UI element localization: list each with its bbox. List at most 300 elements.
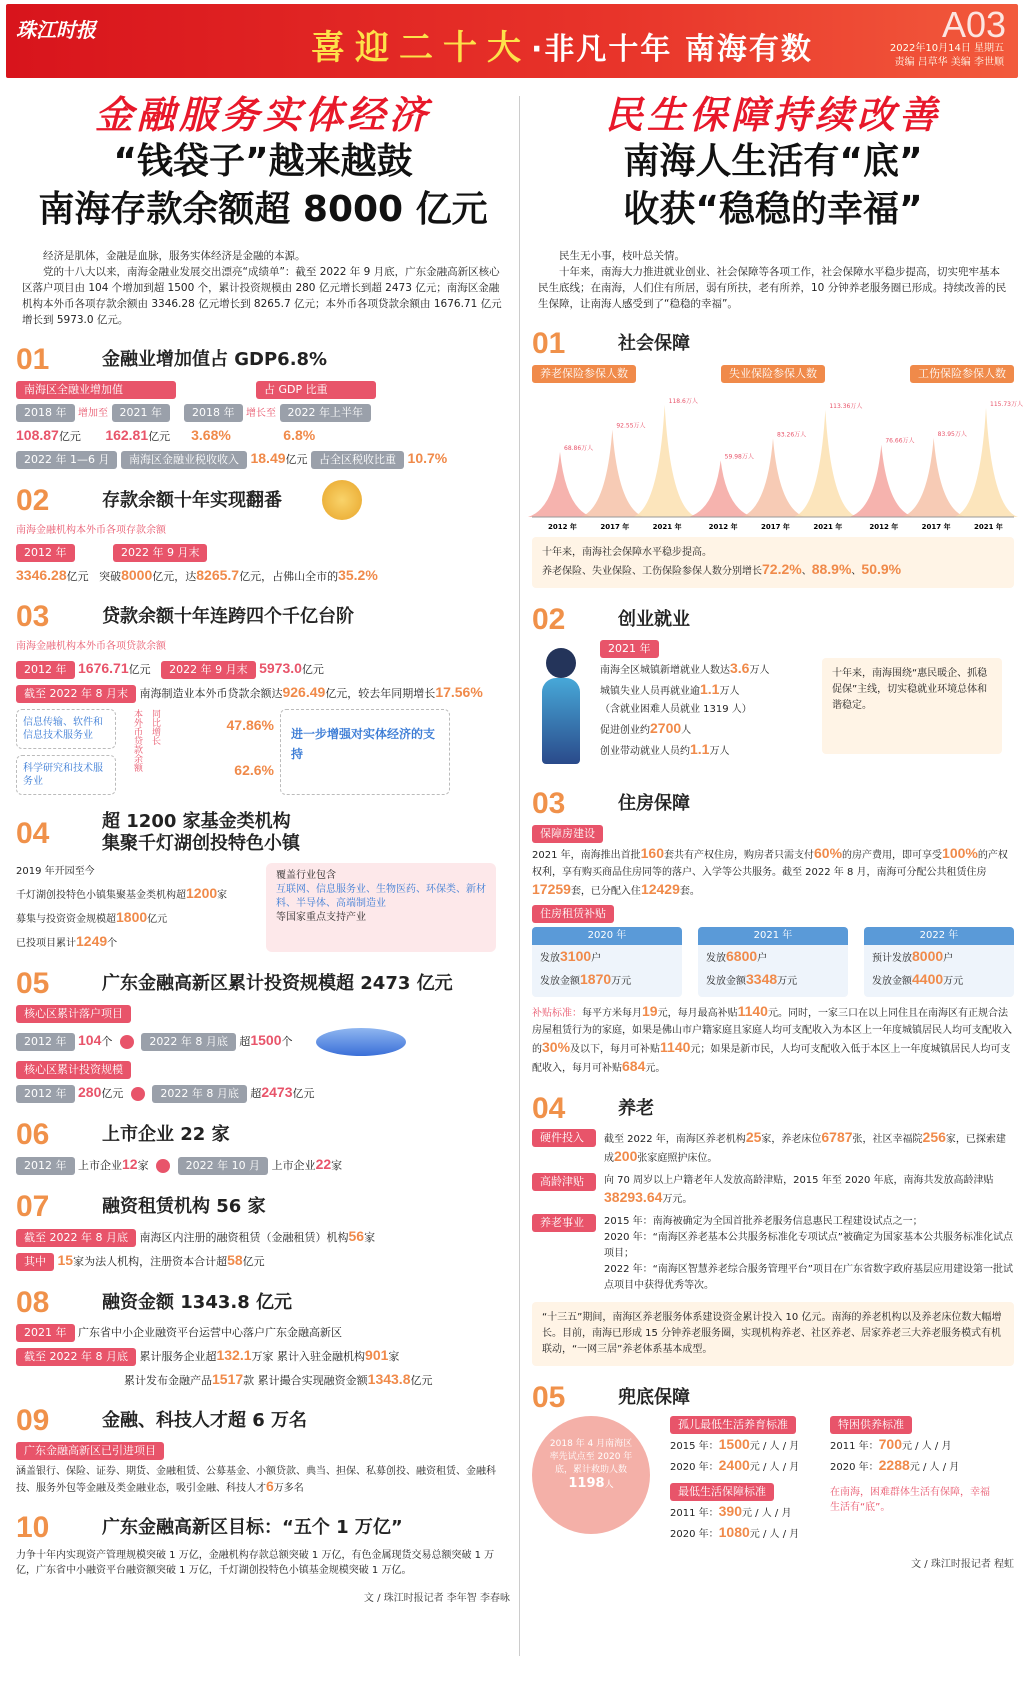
stat-text: 累计发布金融产品 xyxy=(124,1374,212,1387)
stat-text: 上市企业 xyxy=(271,1159,316,1172)
stat-value: 1870 xyxy=(580,971,612,987)
t: 元，每月最高补贴 xyxy=(657,1008,738,1019)
stat-text: 亿元，达 xyxy=(152,570,197,583)
year-tag: 2012 年 xyxy=(16,1085,75,1103)
stat-value: 22 xyxy=(315,1156,332,1172)
year-tag: 2012 年 xyxy=(16,544,75,562)
chart-x-label: 2012 年 xyxy=(548,523,577,531)
card-year: 2021 年 xyxy=(698,927,848,945)
stat-value: 2400 xyxy=(718,1457,750,1473)
stat-unit: 个 xyxy=(101,1035,113,1048)
section-number: 04 xyxy=(16,816,50,850)
stat-value: 3100 xyxy=(560,948,592,964)
left-headline-2: 南海存款余额超 8000 亿元 xyxy=(38,189,488,230)
t: 万元。 xyxy=(662,1194,693,1205)
chart-data-label: 68.86万人 xyxy=(564,444,594,452)
section-tag: 南海区全融业增加值 xyxy=(16,381,176,399)
stat-value: 684 xyxy=(622,1058,646,1074)
t: 万元 xyxy=(611,976,632,987)
stat-text: 累计撮合实现融资金额 xyxy=(257,1374,368,1387)
section-tag: 保障房建设 xyxy=(532,825,603,843)
section-title: 养老 xyxy=(618,1097,654,1119)
section-tag: 养老事业 xyxy=(532,1214,596,1232)
industry-box xyxy=(266,863,496,952)
stat-unit: 万人 xyxy=(719,686,740,697)
section-title: 住房保障 xyxy=(618,792,690,814)
t: 户 xyxy=(591,953,602,964)
chart-peak xyxy=(689,460,753,517)
stat-value: 30% xyxy=(542,1039,571,1055)
chart-data-label: 83.26万人 xyxy=(777,431,807,439)
left-section-02 xyxy=(16,483,510,517)
byline: 文 / 珠江时报记者 李年智 李春咏 xyxy=(363,1593,510,1604)
stat-value: 200 xyxy=(614,1148,638,1164)
section-number: 09 xyxy=(16,1403,50,1437)
industry-list: 互联网、信息服务业、生物医药、环保类、新材料、半导体、高端制造业 xyxy=(276,884,486,909)
stat-value: 2473 xyxy=(261,1084,293,1100)
t: 截至 2022 年，南海区养老机构 xyxy=(604,1134,746,1145)
category-box: 信息传输、软件和信息技术服务业 xyxy=(16,709,116,749)
stat-value: 926.49 xyxy=(282,684,326,700)
elderly-row xyxy=(532,1214,1014,1294)
left-section-03 xyxy=(16,599,510,633)
year-tag: 2022 年 10 月 xyxy=(178,1157,268,1175)
welfare-row xyxy=(532,1416,1014,1544)
t: 元 / 人 / 月 xyxy=(749,1441,800,1452)
year-tag: 2012 年 xyxy=(16,1157,75,1175)
section-title: 存款余额十年实现翻番 xyxy=(102,489,282,511)
date-tag: 截至 2022 年 8 月底 xyxy=(16,1348,136,1366)
t: 2018 年 4 月南海区率先试点至 2020 年底，累计救助人数 xyxy=(549,1439,633,1475)
t: 2020 年：“南海区养老基本公共服务标准化专项试点”被确定为国家基本公共服务标准化试点项目； xyxy=(604,1232,1013,1259)
stat-unit: 亿元 xyxy=(58,430,81,443)
section-tag: 广东金融高新区已引进项目 xyxy=(16,1442,164,1460)
loan-categories xyxy=(16,709,116,795)
t: 元。 xyxy=(767,1008,788,1019)
section-number: 03 xyxy=(532,786,566,820)
chart-data-label: 76.66万人 xyxy=(885,437,915,445)
stat-unit: 亿元 xyxy=(147,914,168,925)
worker-illustration-icon xyxy=(532,640,592,772)
stat-value: 1517 xyxy=(212,1371,244,1387)
stat-value: 58 xyxy=(227,1252,243,1268)
section-tag: 核心区累计落户项目 xyxy=(16,1005,131,1023)
section-tag: 住房租赁补贴 xyxy=(532,905,614,923)
stat-unit: 亿元 xyxy=(410,1374,433,1387)
left-section-04 xyxy=(16,809,510,857)
section-title: 金融业增加值占 GDP6.8% xyxy=(102,348,328,370)
section-number: 08 xyxy=(16,1285,50,1319)
stat-value: 60% xyxy=(814,845,843,861)
t: 及以下，每月可补贴 xyxy=(570,1044,661,1055)
subsidy-text xyxy=(532,1003,1014,1077)
chart-illustration-icon xyxy=(316,1028,406,1056)
stat-unit: 个 xyxy=(107,938,118,949)
chart-peak xyxy=(528,452,592,517)
byline: 文 / 珠江时报记者 程虹 xyxy=(911,1559,1014,1570)
stat-text: 上市企业 xyxy=(78,1159,122,1172)
insurance-chart xyxy=(532,385,1023,535)
t: 元 / 人 / 月 xyxy=(749,1529,800,1540)
note-line: 十年来，南海社会保障水平稳步提高。 xyxy=(542,547,712,558)
stat-text: 创业带动就业人员约 xyxy=(600,746,690,757)
section-number: 02 xyxy=(532,602,566,636)
t: 的产权权利，享有购买商品住房同等的落户、入学等公共服务。 xyxy=(532,850,1008,878)
t: 向 70 周岁以上户籍老年人发放高龄津贴，2015 年至 2020 年底，南海共发放高龄津贴 xyxy=(604,1175,994,1186)
t: 2021 年，南海推出首批 xyxy=(532,850,641,861)
relief-circle xyxy=(532,1416,650,1534)
year-tag: 2021 年 xyxy=(112,404,171,422)
section-title: 上市企业 22 家 xyxy=(102,1123,230,1145)
stat-value: 17259 xyxy=(532,881,571,897)
vertical-label: 本外币贷款余额 xyxy=(132,709,142,772)
stat-value: 1500 xyxy=(250,1032,282,1048)
t: 2020 年： xyxy=(670,1529,719,1540)
section-number: 02 xyxy=(16,483,50,517)
body-text: 涵盖银行、保险、证券、期货、金融租赁、公募基金、小额贷款、典当、担保、私募创投、融资租赁、金融科技、服务外包等金融及类金融业态，吸引金融、科技人才 xyxy=(16,1466,496,1494)
support-box: 进一步增强对实体经济的支持 xyxy=(280,709,450,795)
stat-text: 超 xyxy=(239,1035,251,1048)
stat-unit: 个 xyxy=(281,1035,293,1048)
stat-unit: 款 xyxy=(243,1374,255,1387)
arrow-icon xyxy=(156,1159,170,1173)
t: 张，社区幸福院 xyxy=(852,1134,923,1145)
year-tag: 2021 年 xyxy=(16,1324,75,1342)
t: 家，养老床位 xyxy=(761,1134,822,1145)
stat-text: 亿元，占佛山全市的 xyxy=(239,570,339,583)
stat-unit: 亿元 xyxy=(128,663,151,676)
t: 户 xyxy=(943,953,954,964)
left-intro-2: 党的十八大以来，南海金融业发展交出漂亮“成绩单”：截至 2022 年 9 月底，广东金融高新区核心区落户项目由 104 个增加到超 1500 个，累计投资规模由 280 亿元增长到超 2473 亿元；南海区金融机构本外币各项存款余额由 3346.28 亿元增长到 8265.7 亿元；本外币各项贷款余额由 1676.71 亿元增长到 5973.0 亿元。 xyxy=(22,266,502,326)
stat-text: 南海区内注册的融资租赁（金融租赁）机构 xyxy=(139,1231,349,1244)
stat-value: 8000 xyxy=(912,948,944,964)
stat-value: 19 xyxy=(642,1003,658,1019)
section-number: 07 xyxy=(16,1189,50,1223)
section-tag: 占 GDP 比重 xyxy=(256,381,376,399)
note-line: 养老保险、失业保险、工伤保险参保人数分别增长 xyxy=(542,566,762,577)
stat-value: 1676.71 xyxy=(78,660,129,676)
elderly-panel: “十三五”期间，南海区养老服务体系建设资金累计投入 10 亿元。南海的养老机构以及养老床位数大幅增长。目前，南海已形成 15 分钟养老服务圈，实现机构养老、社区养老、居家养老三大养老服务模式有机联动，“一网三居”养老体系基本成型。 xyxy=(532,1302,1014,1366)
stat-value: 1500 xyxy=(718,1436,750,1452)
stat-value: 6.8% xyxy=(283,427,316,443)
newspaper-logo: 珠江时报 xyxy=(16,18,96,42)
section-number: 06 xyxy=(16,1117,50,1151)
section-number: 03 xyxy=(16,599,50,633)
grow-label: 增长至 xyxy=(246,408,276,419)
coins-illustration-icon xyxy=(322,480,362,520)
banner-headline-a: 喜迎二十大 xyxy=(311,28,531,68)
stat-value: 1.1 xyxy=(700,681,720,697)
stat-unit: 亿元 xyxy=(301,663,324,676)
elderly-row xyxy=(532,1129,1014,1167)
section-title: 兜底保障 xyxy=(618,1386,690,1408)
stat-unit: 家 xyxy=(331,1159,343,1172)
stat-value: 38293.64 xyxy=(604,1189,663,1205)
stat-value: 104 xyxy=(78,1032,102,1048)
section-number: 01 xyxy=(532,326,566,360)
section-number: 05 xyxy=(16,966,50,1000)
card-year: 2020 年 xyxy=(532,927,682,945)
section-number: 10 xyxy=(16,1510,50,1544)
inc-label: 增加至 xyxy=(78,408,108,419)
stat-value: 4400 xyxy=(912,971,944,987)
page-number: A03 xyxy=(941,4,1006,45)
stat-value: 3.68% xyxy=(191,427,231,443)
section-tag: 高龄津贴 xyxy=(532,1173,596,1191)
stat-value: 56 xyxy=(348,1228,365,1244)
t: 2015 年：南海被确定为全国首批养老服务信息惠民工程建设试点之一； xyxy=(604,1216,923,1227)
left-section-10 xyxy=(16,1510,510,1544)
year-tag: 2012 年 xyxy=(16,1033,75,1051)
growth-value: 47.86% xyxy=(226,717,274,733)
chart-x-label: 2012 年 xyxy=(708,523,738,531)
section-title-line: 超 1200 家基金类机构 xyxy=(102,811,291,832)
right-calligraphy-title: 民生保障持续改善 xyxy=(604,92,941,137)
chart-data-label: 115.73万人 xyxy=(990,400,1023,408)
chart-x-label: 2021 年 xyxy=(974,523,1003,531)
t: 的房产费用，即可享受 xyxy=(842,850,943,861)
growth-value: 62.6% xyxy=(234,762,274,778)
stat-value: 35.2% xyxy=(338,567,378,583)
stat-value: 390 xyxy=(718,1503,742,1519)
stat-value: 700 xyxy=(878,1436,902,1452)
page-banner xyxy=(6,4,1018,78)
year-tag: 2022 年 8 月底 xyxy=(141,1033,235,1051)
date-tag: 截至 2022 年 8 月末 xyxy=(16,685,136,703)
stat-value: 17.56% xyxy=(435,684,483,700)
left-section-01 xyxy=(16,342,510,376)
insurance-note: 十年来，南海社会保障水平稳步提高。 养老保险、失业保险、工伤保险参保人数分别增长72.2%、88.9%、50.9% xyxy=(532,537,1014,588)
left-section-08 xyxy=(16,1285,510,1319)
section-tag: 特困供养标准 xyxy=(830,1416,912,1434)
chart-tab: 工伤保险参保人数 xyxy=(910,365,1014,383)
stat-text: 家为法人机构，注册资本合计超 xyxy=(73,1255,228,1268)
stat-text: 广东省中小企业融资平台运营中心落户广东金融高新区 xyxy=(78,1326,342,1339)
stat-value: 1140 xyxy=(737,1003,768,1019)
t: 2020 年： xyxy=(670,1462,719,1473)
subsection-label: 南海金融机构本外币各项贷款余额 xyxy=(16,641,166,652)
stat-value: 108.87 xyxy=(16,427,59,443)
t: 2022 年：“南海区智慧养老综合服务管理平台”项目在广东省数字政府基层应用建设第一批试点项目中获得优秀等次。 xyxy=(604,1264,1013,1291)
chart-x-label: 2012 年 xyxy=(869,523,899,531)
t: 截至 2022 年 8 月，南海可分配公共租赁住房 xyxy=(782,867,987,878)
card-year: 2022 年 xyxy=(864,927,1014,945)
growth-value: 72.2% xyxy=(762,561,802,577)
t: 元 / 人 / 月 xyxy=(902,1441,952,1452)
stat-text: 累计入驻金融机构 xyxy=(277,1350,366,1363)
stat-text: 亿元，较去年同期增长 xyxy=(325,687,436,700)
t: 万元 xyxy=(943,976,964,987)
chart-tab: 养老保险参保人数 xyxy=(532,365,636,383)
section-number: 04 xyxy=(532,1091,566,1125)
info-tag: 其中 xyxy=(16,1253,54,1271)
elderly-row xyxy=(532,1173,1014,1208)
t: 发放金额 xyxy=(706,976,746,987)
growth-value: 88.9% xyxy=(811,561,852,577)
t: 每平方米每月 xyxy=(582,1008,642,1019)
stat-unit: 亿元 xyxy=(292,1087,315,1100)
stat-text: 已投项目累计 xyxy=(16,938,76,949)
industry-box-foot: 等国家重点支持产业 xyxy=(276,912,366,923)
stat-value: 25 xyxy=(745,1129,762,1145)
t: 发放 xyxy=(540,953,560,964)
stat-unit: 人 xyxy=(604,1480,614,1490)
stat-unit: 万家 xyxy=(251,1350,274,1363)
section-number: 01 xyxy=(16,342,50,376)
chart-peak xyxy=(741,438,805,517)
stat-unit: 人 xyxy=(681,725,692,736)
stat-value: 8265.7 xyxy=(196,567,240,583)
subsidy-card xyxy=(532,927,682,997)
t: 套共有产权住房，购房者只需支付 xyxy=(664,850,814,861)
stat-text: 南海制造业本外币贷款余额达 xyxy=(139,687,283,700)
left-column xyxy=(16,92,510,1607)
right-section-05 xyxy=(532,1380,1014,1414)
t: 户 xyxy=(757,953,768,964)
employment-panel: 十年来，南海围绕“惠民暖企、抓稳促保”主线，切实稳就业环境总体和谐稳定。 xyxy=(822,658,1002,754)
stat-value: 1200 xyxy=(186,885,218,901)
banner-headline-b: ·非凡十年 南海有数 xyxy=(531,32,813,67)
stat-value: 1800 xyxy=(116,909,148,925)
chart-data-label: 113.36万人 xyxy=(829,402,863,410)
t: 张家庭照护床位。 xyxy=(637,1153,718,1164)
stat-value: 6787 xyxy=(821,1129,853,1145)
chart-peak xyxy=(793,410,857,517)
stat-value: 15 xyxy=(57,1252,74,1268)
banner-headline xyxy=(311,20,813,69)
left-calligraphy-title: 金融服务实体经济 xyxy=(94,92,431,137)
growth-value: 50.9% xyxy=(861,561,902,577)
t: 元。 xyxy=(645,1063,666,1074)
stat-value: 2700 xyxy=(650,720,682,736)
stat-value: 3348 xyxy=(746,971,778,987)
section-number: 05 xyxy=(532,1380,566,1414)
stat-value: 132.1 xyxy=(216,1347,252,1363)
chart-data-label: 118.6万人 xyxy=(668,398,698,406)
t: 2020 年： xyxy=(830,1462,879,1473)
housing-text xyxy=(532,845,1014,900)
stat-unit: 家 xyxy=(217,890,228,901)
t: 家，已探索建成 xyxy=(604,1134,1006,1164)
t: 元 / 人 / 月 xyxy=(749,1462,800,1473)
date-tag: 截至 2022 年 8 月底 xyxy=(16,1229,136,1247)
right-section-02 xyxy=(532,602,1014,636)
left-intro-1: 经济是肌体，金融是血脉，服务实体经济是金融的本源。 xyxy=(43,250,306,262)
stat-value: 901 xyxy=(365,1347,389,1363)
stat-text: 超 xyxy=(250,1087,262,1100)
section-tag: 核心区累计投资规模 xyxy=(16,1061,131,1079)
stat-value: 8000 xyxy=(121,567,153,583)
right-intro-2: 十年来，南海大力推进就业创业、社会保障等各项工作，社会保障水平稳步提高，切实兜牢基本民生底线；在南海，人们住有所居，弱有所扶，老有所养，10 分钟养老服务圈已形成。持续改善的民生保障，让南海人感受到了“稳稳的幸福”。 xyxy=(538,266,1007,310)
section-title: 融资租赁机构 56 家 xyxy=(102,1195,266,1217)
t: 2011 年： xyxy=(830,1441,879,1452)
stat-text: （含就业困难人员就业 1319 人） xyxy=(600,704,752,715)
stat-value: 256 xyxy=(922,1129,946,1145)
editors-text: 责编 吕草华 美编 李世顺 xyxy=(894,57,1004,68)
stat-value: 280 xyxy=(78,1084,102,1100)
chart-data-label: 83.95万人 xyxy=(937,430,967,438)
t: 套。 xyxy=(679,886,700,897)
left-headline-1: “钱袋子”越来越鼓 xyxy=(113,141,413,182)
right-headline-2: 收获“稳稳的幸福” xyxy=(623,189,923,230)
year-tag: 2022 年 1—6 月 xyxy=(16,451,117,469)
stat-value: 3346.28 xyxy=(16,567,67,583)
chart-tab: 失业保险参保人数 xyxy=(721,365,825,383)
t: 补贴标准： xyxy=(532,1008,582,1019)
right-column xyxy=(532,92,1023,1573)
left-section-09 xyxy=(16,1403,510,1437)
stat-text: 城镇失业人员再就业逾 xyxy=(600,686,700,697)
year-tag: 2022 年上半年 xyxy=(280,404,372,422)
chart-peak xyxy=(580,430,644,517)
right-section-01 xyxy=(532,326,1014,360)
stat-unit: 亿元 xyxy=(66,570,89,583)
stat-value: 10.7% xyxy=(407,450,448,466)
year-tag: 2018 年 xyxy=(184,404,243,422)
stat-value: 162.81 xyxy=(105,427,149,443)
t: 发放 xyxy=(706,953,726,964)
banner-date xyxy=(890,42,1004,70)
chart-peak xyxy=(954,408,1018,517)
year-tag: 2022 年 8 月底 xyxy=(152,1085,246,1103)
stat-value: 6 xyxy=(266,1478,274,1494)
stat-value: 12429 xyxy=(640,881,680,897)
chart-x-label: 2017 年 xyxy=(600,523,630,531)
section-title: 金融、科技人才超 6 万名 xyxy=(102,1409,308,1431)
section-title-line: 集聚千灯湖创投特色小镇 xyxy=(102,833,300,854)
section-tag: 孤儿最低生活养育标准 xyxy=(670,1416,796,1434)
stat-value: 160 xyxy=(640,845,664,861)
chart-x-label: 2021 年 xyxy=(652,523,682,531)
date-text: 2022年10月14日 星期五 xyxy=(889,43,1004,54)
t: 发放金额 xyxy=(872,976,912,987)
chart-data-label: 92.55万人 xyxy=(616,422,646,430)
stat-value: 1198 xyxy=(568,1476,605,1491)
stat-unit: 亿元 xyxy=(285,453,308,466)
info-tag: 南海区金融业税收收入 xyxy=(121,451,247,469)
t: 元 / 人 / 月 xyxy=(742,1508,792,1519)
stat-value: 3.6 xyxy=(730,660,750,676)
arrow-icon xyxy=(120,1035,134,1049)
right-section-03 xyxy=(532,786,1014,820)
section-tag: 最低生活保障标准 xyxy=(670,1483,774,1501)
chart-data-label: 59.98万人 xyxy=(724,453,754,461)
right-headline-1: 南海人生活有“底” xyxy=(623,141,923,182)
stat-unit: 万多名 xyxy=(273,1483,304,1494)
t: 万元 xyxy=(777,976,798,987)
t: 元；如果是新市民，人均可支配收入低于本区上一年度城镇居民人均可支配收入，每月可补贴 xyxy=(532,1044,1011,1074)
year-tag: 2021 年 xyxy=(600,640,659,658)
stat-unit: 万人 xyxy=(749,665,770,676)
chart-x-label: 2017 年 xyxy=(761,523,790,531)
industry-box-title: 覆盖行业包含 xyxy=(276,870,336,881)
right-intro-1: 民生无小事，枝叶总关情。 xyxy=(559,250,685,262)
stat-unit: 家 xyxy=(137,1159,149,1172)
subsidy-cards xyxy=(532,927,1014,997)
t: 2011 年： xyxy=(670,1508,719,1519)
chart-x-label: 2017 年 xyxy=(921,523,951,531)
section-title: 社会保障 xyxy=(618,332,690,354)
chart-peak xyxy=(902,438,966,517)
t: 预计发放 xyxy=(872,953,912,964)
category-box: 科学研究和技术服务业 xyxy=(16,755,116,795)
stat-unit: 亿元 xyxy=(148,430,171,443)
section-tag: 硬件投入 xyxy=(532,1129,596,1147)
year-tag: 2012 年 xyxy=(16,661,75,679)
left-section-06 xyxy=(16,1117,510,1151)
section-title: 贷款余额十年连跨四个千亿台阶 xyxy=(102,605,354,627)
side-note: 在南海，困难群体生活有保障，幸福生活有“底”。 xyxy=(830,1487,990,1513)
